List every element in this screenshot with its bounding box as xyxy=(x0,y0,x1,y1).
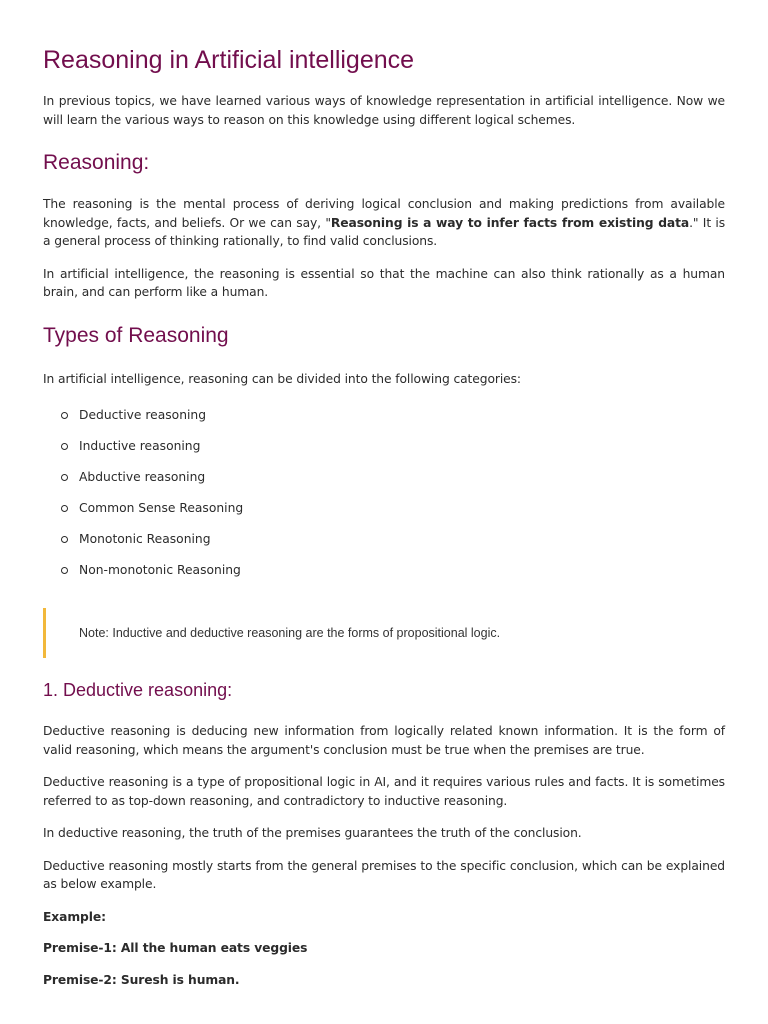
circle-bullet-icon xyxy=(61,443,68,450)
types-list xyxy=(43,406,725,592)
note-box xyxy=(43,608,725,658)
intro-paragraph: In previous topics, we have learned various ways of knowledge representation in artificial intelligence. Now we will learn the various ways to reason on this knowledge using different logical schemes. xyxy=(43,94,725,127)
deductive-paragraph-2: Deductive reasoning is a type of propositional logic in AI, and it requires various rules and facts. It is sometimes referred to as top-down reasoning, and contradictory to inductive reasoning. xyxy=(43,775,725,808)
premise-2: Premise-2: Suresh is human. xyxy=(43,972,240,987)
list-item-label: Deductive reasoning xyxy=(79,408,207,422)
circle-bullet-icon xyxy=(61,412,68,419)
reasoning-heading: Reasoning: xyxy=(43,151,150,174)
types-heading: Types of Reasoning xyxy=(43,323,229,347)
list-item xyxy=(61,561,725,592)
example-label: Example: xyxy=(43,909,106,924)
reasoning-definition-text-end: ." It is a general process of thinking rationally, to find valid conclusions. xyxy=(43,215,726,248)
list-item-label: Abductive reasoning xyxy=(79,470,206,484)
circle-bullet-icon xyxy=(61,505,68,512)
list-item xyxy=(61,530,725,561)
reasoning-ai-paragraph: In artificial intelligence, the reasoning is essential so that the machine can also think rationally as a human brain, and can perform like a human. xyxy=(43,266,725,299)
list-item-label: Common Sense Reasoning xyxy=(79,501,244,515)
note-text: Note: Inductive and deductive reasoning are the forms of propositional logic. xyxy=(79,626,501,640)
premise-1: Premise-1: All the human eats veggies xyxy=(43,941,308,955)
list-item xyxy=(61,468,725,499)
deductive-heading: 1. Deductive reasoning: xyxy=(43,680,233,700)
list-item xyxy=(61,406,725,437)
deductive-paragraph-1: Deductive reasoning is deducing new information from logically related known information. It is the form of valid reasoning, which means the argument's conclusion must be true when the premises are true. xyxy=(43,724,725,757)
reasoning-definition-text: The reasoning is the mental process of deriving logical conclusion and making predictions from available knowledge, facts, and beliefs. Or we can say, " xyxy=(43,197,725,230)
circle-bullet-icon xyxy=(61,536,68,543)
page-title: Reasoning in Artificial intelligence xyxy=(43,46,415,74)
deductive-paragraph-3: In deductive reasoning, the truth of the premises guarantees the truth of the conclusion. xyxy=(43,826,582,840)
list-item xyxy=(61,499,725,530)
deductive-paragraph-4: Deductive reasoning mostly starts from the general premises to the specific conclusion, which can be explained as below example. xyxy=(43,858,725,891)
circle-bullet-icon xyxy=(61,567,68,574)
reasoning-definition-bold: Reasoning is a way to infer facts from existing data xyxy=(330,215,690,230)
list-item xyxy=(61,437,725,468)
types-intro-paragraph: In artificial intelligence, reasoning can be divided into the following categories: xyxy=(43,371,521,386)
list-item-label: Inductive reasoning xyxy=(79,439,201,453)
reasoning-definition-paragraph xyxy=(43,195,725,251)
list-item-label: Monotonic Reasoning xyxy=(79,532,211,546)
circle-bullet-icon xyxy=(61,474,68,481)
list-item-label: Non-monotonic Reasoning xyxy=(79,563,241,577)
